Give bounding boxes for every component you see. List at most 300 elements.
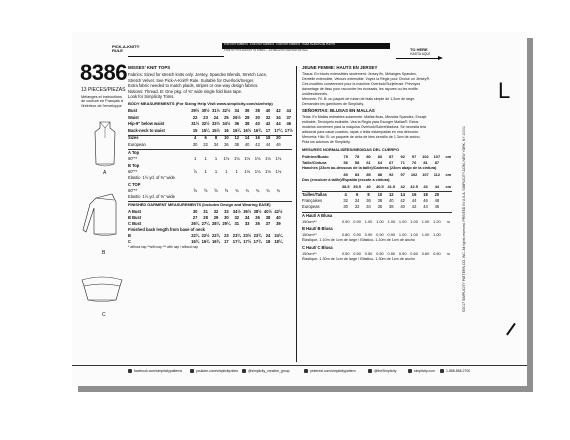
table-cell: 1⅛ — [233, 156, 240, 161]
table-text: Hanches (23cm au-dessous de la taille)/Caderas (23cm abajo de la cintura) — [302, 166, 437, 170]
table-cell: 40 — [265, 108, 271, 113]
table-cell: 46 — [276, 141, 281, 147]
table-cell: 26½ — [232, 114, 241, 120]
table-cell: 87 — [434, 160, 440, 165]
table-cell: 41.5 — [387, 184, 396, 189]
table-cell: 80 — [366, 154, 371, 159]
table-cell: 36½ — [243, 208, 252, 214]
row-label: Bust — [128, 108, 138, 113]
table-cell: 10 — [377, 192, 383, 197]
table-cell: 1⅛ — [244, 156, 251, 161]
table-cell: 29½ — [191, 108, 200, 113]
garment-c-label: C — [102, 312, 106, 318]
table-cell: 1.00 — [410, 219, 418, 224]
table-text: Élastique- 1.10m de 1cm de large / Elástico- 1.10m de 1cm de ancho — [302, 238, 415, 242]
table-cell: 16 — [224, 127, 229, 133]
table-cell: 44 — [286, 108, 292, 113]
table-cell: 83 — [354, 172, 360, 177]
table-cell: 97 — [411, 154, 417, 159]
table-cell: 80 — [343, 172, 348, 177]
telas-1: Telas: En Mallas estirables solamente: Mallas finas, Mezclas Spandex, Encaje — [302, 115, 427, 119]
table-cell: 32 — [203, 141, 208, 147]
table-cell: 1 — [214, 169, 218, 174]
table-cell: ¾ — [266, 188, 270, 193]
table-cell: cm — [445, 172, 452, 177]
table-cell: 17½ — [284, 127, 293, 133]
table-cell: 39 — [276, 220, 281, 226]
phone-number: 1-888-588-2700 — [446, 368, 471, 373]
mercerie-1: Mercerie- Fil. B: un paquet de ruban de biais simple de 1,3cm de large. — [302, 97, 416, 101]
ruler-text: FOR KNIT FABRICS · FOR KNIT FABRICS · FOR KNIT FABRICS · PARA TEJIDOS DE PUNTO — [224, 43, 335, 46]
table-cell: 29¼ — [222, 220, 231, 226]
table-cell: 16½ — [243, 127, 252, 133]
table-cell: ⅝ — [214, 188, 218, 193]
table-cell: 32 — [343, 198, 348, 203]
row-label: 150cm** — [302, 232, 317, 237]
phone-icon — [440, 369, 444, 373]
twitter-icon — [368, 369, 372, 373]
table-cell: 31 — [203, 208, 208, 214]
row-label: 150cm** — [302, 251, 317, 256]
table-cell: 102 — [410, 172, 418, 177]
table-cell: 27¼ — [201, 220, 210, 226]
table-cell: 107 — [433, 154, 441, 159]
tissus-1: Tissus: En tricots extensibles seulement: Jersey fin, Mélanges Spandex, — [302, 72, 417, 76]
table-cell: 34 — [244, 214, 250, 220]
table-cell: 20 — [434, 192, 440, 197]
table-cell: 30 — [343, 204, 348, 209]
table-cell: 8 — [214, 134, 218, 140]
table-cell: cm — [445, 184, 452, 189]
table-text: FINISHED GARMENT MEASUREMENTS (Includes Design and Wearing EASE) — [128, 202, 271, 207]
trims-text: Look for Simplicity Trims. — [128, 94, 175, 99]
garment-b-sketch — [80, 192, 124, 248]
table-cell: 44 — [276, 121, 281, 127]
table-cell: 34½ — [222, 121, 231, 127]
table-cell: 17¾ — [253, 238, 262, 244]
table-cell: 27 — [192, 214, 198, 220]
table-cell: 30½ — [201, 108, 210, 113]
table-cell: 6 — [204, 134, 207, 140]
table-cell: ⅝ — [224, 188, 229, 193]
spanish-title: SEÑORITAS: BLUSAS EN MALLAS — [302, 108, 375, 113]
to-here-label: TO HERE — [410, 47, 428, 52]
table-cell: 36 — [224, 141, 229, 147]
table-cell: 39.5 — [353, 184, 361, 189]
ruler-subtext: STRETCH THIS AMOUNT OF FABRIC — ESTIRE ESTA CANTIDAD DE TELA — [224, 49, 308, 52]
table-cell: 0.80 — [341, 232, 350, 237]
telas-3: modelos convienen para la máquina Overlock/Sobrehiladora. Se necesita tela — [302, 125, 426, 129]
pattern-envelope-back — [72, 32, 527, 386]
table-cell: 23½ — [243, 232, 252, 238]
table-cell: 33 — [244, 220, 250, 226]
table-text: C Haut/ C Blusa — [302, 245, 333, 250]
table-cell: 46 — [423, 198, 428, 203]
table-cell: 18 — [265, 238, 271, 244]
table-cell: 76 — [411, 160, 417, 165]
table-cell: 32½ — [201, 121, 210, 127]
stretch-arrow-line — [396, 58, 440, 59]
table-cell: 35 — [255, 220, 260, 226]
table-cell: 25 — [224, 114, 229, 120]
table-cell: 12 — [389, 192, 394, 197]
table-cell: 85 — [366, 172, 371, 177]
table-cell: m — [446, 219, 450, 224]
table-cell: 17¼ — [274, 127, 283, 133]
table-cell: 1 — [204, 169, 207, 174]
table-cell: 40 — [389, 198, 394, 203]
row-label: 60"** — [128, 169, 138, 174]
tissus-5: unidirectionnels. — [302, 92, 328, 96]
row-label: Taille/Cintura — [302, 160, 327, 165]
pick-a-knit-rule-line — [128, 56, 224, 57]
table-cell: 8 — [367, 192, 370, 197]
table-cell: 48 — [434, 198, 440, 203]
merceria-1: Mercería: Hilo. B: un paquete de cinta de bies sencillo de 1.3cm de ancho. — [302, 135, 421, 139]
row-label: European — [128, 141, 146, 147]
table-cell: 46 — [434, 204, 440, 209]
table-cell: 40½ — [264, 208, 272, 214]
row-label: C Bust — [128, 220, 142, 226]
row-label: Europeas — [302, 204, 320, 209]
table-cell: 16¾ — [212, 238, 220, 244]
table-cell: 28¼ — [212, 220, 220, 226]
footer-rule — [72, 365, 527, 366]
table-cell: ¾ — [276, 188, 281, 193]
table-cell: 56 — [343, 160, 348, 165]
pinterest-link[interactable]: pinterest.com/simplicitypattern — [310, 368, 356, 373]
table-cell: 0.90 — [364, 232, 373, 237]
table-cell: 16¾ — [191, 238, 200, 244]
table-cell: 23 — [224, 232, 229, 238]
table-cell: ¾ — [255, 188, 260, 193]
table-cell: 28 — [203, 214, 208, 220]
fabrics-text-2: Stretch Velvet. See Pick-A-Knit® Rule. Suitable for Overlock/Serger. — [128, 77, 255, 83]
table-cell: 0.50 — [341, 251, 350, 256]
table-cell: 31½ — [191, 121, 200, 127]
table-cell: 23 — [203, 114, 208, 120]
table-cell: 83 — [377, 154, 383, 159]
table-cell: 44 — [411, 198, 417, 203]
table-cell: 1.00 — [387, 219, 396, 224]
table-cell: 1 — [235, 169, 238, 174]
garment-b-label: B — [102, 250, 106, 256]
table-cell: 20 — [276, 134, 281, 140]
table-text: A Haut/ A Blusa — [302, 213, 333, 218]
row-label: C — [128, 238, 131, 244]
table-cell: 0.50 — [398, 251, 407, 256]
table-cell: 81 — [423, 160, 428, 165]
tissus-2: Dentelle extensible, Velours extensible. Voyez la Règle pour Choisir un Jersey®. — [302, 77, 431, 81]
table-cell: 36 — [255, 214, 260, 220]
pinterest-icon — [304, 369, 308, 373]
table-cell: 42.5 — [410, 184, 418, 189]
table-cell: 87 — [389, 154, 394, 159]
table-cell: 38 — [234, 141, 240, 147]
youtube-link[interactable]: youtube.com/simplicityvideo — [196, 368, 239, 373]
copyright-side-text: ©2017 SIMPLICITY PATTERN CO. INC. All rights reserved. PRINTED IN U.S.A. SIMPLICITY.COM, NEW YORK, NY 10001 — [462, 126, 466, 312]
table-cell: 0.90 — [353, 219, 361, 224]
table-cell: 1⅛ — [244, 169, 251, 174]
table-text: Finished back length from base of neck — [128, 226, 205, 232]
web-icon — [408, 369, 412, 373]
table-cell: 31½ — [212, 108, 220, 113]
hasta-aqui-label: HASTA AQUÍ — [410, 52, 430, 56]
table-cell: 42 — [265, 121, 271, 127]
table-cell: 40 — [276, 214, 281, 220]
table-cell: 40 — [366, 184, 371, 189]
merceria-2: Pida los adornos de Simplicity. — [302, 140, 351, 144]
garment-a-label: A — [103, 170, 107, 176]
facebook-link[interactable]: facebook.com/simplicitypatterns — [134, 368, 183, 373]
website-link[interactable]: simplicity.com — [414, 368, 435, 373]
fabrics-text-1: Fabrics: Sized for stretch knits only: Jersey, Spandex Blends, Stretch Lace, — [128, 72, 268, 77]
table-cell: 0.50 — [376, 251, 384, 256]
table-cell: 1.00 — [398, 232, 407, 237]
table-cell: ⅞ — [193, 169, 197, 174]
table-rule — [128, 149, 292, 150]
table-cell: 0.60 — [421, 251, 430, 256]
table-text: Elastic- 1½ yd. of ⅜" wide — [128, 175, 175, 180]
table-text: B Top — [128, 163, 140, 168]
table-cell: 16 — [411, 192, 417, 197]
table-cell: 1.00 — [410, 232, 418, 237]
table-cell: 38 — [377, 198, 383, 203]
table-cell: 32½ — [222, 108, 231, 113]
table-cell: 33 — [224, 208, 229, 214]
table-cell: 92 — [389, 172, 394, 177]
table-cell: 75 — [343, 154, 348, 159]
table-cell: 4 — [344, 192, 347, 197]
table-cell: 17 — [265, 127, 271, 133]
notions-text: Notions: Thread. B: One pkg. of ⅜" wide single fold bias tape. — [128, 88, 243, 94]
telas-4: adicional para casar cuadros, rayas o telas estampadas en una dirección. — [302, 130, 420, 134]
table-cell: 24 — [265, 232, 271, 238]
row-label: A Bust — [128, 208, 142, 214]
table-cell: cm — [445, 154, 452, 159]
pattern-number: 8386 — [80, 60, 127, 85]
table-text: B Haut/ B Blusa — [302, 226, 333, 231]
instagram-link[interactable]: @simplicity_creative_group — [248, 368, 290, 373]
french-title: JEUNE FEMME: HAUTS EN JERSEY — [302, 65, 378, 70]
table-cell: 67 — [389, 160, 394, 165]
table-cell: 12 — [234, 134, 240, 140]
table-cell: 46 — [286, 121, 292, 127]
table-cell: 18 — [265, 134, 271, 140]
table-cell: 15 — [192, 127, 198, 133]
table-cell: ¾ — [245, 188, 249, 193]
table-cell: 1⅛ — [265, 156, 271, 161]
table-cell: 38.5 — [341, 184, 350, 189]
row-label: Poitrine/Busto — [302, 154, 329, 159]
table-cell: 22 — [192, 114, 198, 120]
english-title: MISSES' KNIT TOPS — [128, 65, 171, 70]
table-text: C TOP — [128, 182, 141, 187]
table-cell: 40 — [400, 204, 405, 209]
table-cell: 38 — [244, 121, 250, 127]
table-cell: 0.60 — [410, 251, 418, 256]
table-cell: 4 — [194, 134, 197, 140]
table-cell: 78 — [354, 154, 360, 159]
table-cell: 10 — [224, 134, 229, 140]
table-cell: 31 — [234, 220, 240, 226]
table-cell: 97 — [400, 172, 405, 177]
table-cell: 92 — [400, 154, 405, 159]
table-cell: 37 — [265, 220, 271, 226]
table-cell: 43 — [423, 184, 428, 189]
table-cell: 42½ — [274, 208, 283, 214]
table-cell: 0.60 — [433, 251, 441, 256]
table-cell: 1 — [225, 169, 228, 174]
garment-c-sketch — [78, 272, 126, 306]
row-label: 150cm** — [302, 219, 317, 224]
table-cell: 0.50 — [353, 251, 361, 256]
table-cell: 24¼ — [274, 232, 283, 238]
table-cell: 1.00 — [398, 219, 407, 224]
tissus-4: davantage de tissu pour raccorder les écossais, les rayures ou les motifs — [302, 87, 418, 91]
table-cell: 1.00 — [421, 232, 430, 237]
table-cell: 30 — [192, 141, 198, 147]
table-cell: 1.00 — [364, 219, 373, 224]
youtube-icon — [190, 369, 194, 373]
french-instructions-note: Mélanges et instructions de couture en Français à l'intérieur de l'enveloppe — [81, 95, 124, 108]
table-cell: 17 — [224, 238, 229, 244]
table-cell: 40 — [244, 141, 250, 147]
table-cell: 29 — [213, 214, 219, 220]
table-cell: 44 — [434, 184, 440, 189]
table-cell: 61 — [366, 160, 371, 165]
twitter-link[interactable]: @theSimplicity — [374, 368, 397, 373]
table-cell: 18¼ — [274, 238, 283, 244]
row-label: Hip-9" below waist — [128, 121, 165, 127]
table-cell: 26¼ — [191, 220, 200, 226]
table-cell: 1 — [204, 156, 207, 161]
table-cell: 38 — [389, 204, 394, 209]
row-label: B Bust — [128, 214, 142, 220]
table-cell: 1⅛ — [254, 169, 261, 174]
table-cell: 0.90 — [341, 219, 350, 224]
table-cell: 1.20 — [433, 219, 441, 224]
table-cell: 24 — [213, 114, 219, 120]
table-cell: 42 — [400, 184, 405, 189]
row-label: Françaises — [302, 198, 323, 203]
size-range-mark: L — [498, 78, 511, 103]
table-cell: 32 — [265, 114, 271, 120]
table-cell: 1⅛ — [265, 169, 271, 174]
pieces-count: 13 PIECES/PIEZAS — [81, 87, 126, 93]
table-cell: 34 — [366, 204, 371, 209]
row-label: 60"** — [128, 188, 138, 193]
row-label: B — [128, 232, 131, 238]
metric-measurements-title: MESURES NORMALISÉES/MEDIDAS DEL CUERPO — [302, 147, 400, 152]
table-cell: 30 — [255, 114, 260, 120]
table-cell: 1⅛ — [254, 156, 261, 161]
table-cell: 34 — [213, 141, 219, 147]
table-cell: 42 — [400, 198, 405, 203]
table-cell: 15½ — [212, 127, 220, 133]
table-cell: ⅝ — [203, 188, 208, 193]
table-cell: 58 — [354, 160, 360, 165]
table-text: * without nap **with nap *** with nap / without nap — [128, 244, 198, 249]
table-cell: 32 — [354, 204, 360, 209]
tissus-3: Ces modèles conviennent pour la machine Overlock/Surjeteuse. Prévoyez — [302, 82, 421, 86]
row-label: Waist — [128, 114, 139, 120]
facebook-icon — [128, 369, 132, 373]
table-cell: 28 — [244, 114, 250, 120]
table-cell: 0.50 — [387, 251, 396, 256]
row-label: Tailles/Tallas — [302, 192, 327, 197]
table-cell: 16¾ — [253, 127, 262, 133]
table-cell: 36 — [234, 121, 240, 127]
table-cell: 34 — [234, 108, 240, 113]
mercerie-2: Demandez les garnitures de Simplicity. — [302, 102, 364, 106]
table-text: Elastic- 1½ yd. of ⅜" wide — [128, 194, 175, 199]
table-cell: 40.5 — [376, 184, 384, 189]
table-cell: 1.00 — [433, 232, 441, 237]
table-cell: 34½ — [232, 208, 241, 214]
table-cell: 33½ — [212, 121, 220, 127]
table-cell: 107 — [422, 172, 429, 177]
table-cell: 1⅛ — [275, 169, 282, 174]
table-cell: 14 — [244, 134, 250, 140]
table-cell: 102 — [422, 154, 429, 159]
table-cell: 42 — [411, 204, 417, 209]
row-label: 60"** — [128, 156, 138, 161]
table-cell: 71 — [400, 160, 405, 165]
column-divider — [296, 66, 297, 362]
table-text: A Top — [128, 150, 140, 155]
table-cell: 0.90 — [387, 232, 396, 237]
table-cell: 15¼ — [201, 127, 210, 133]
table-cell: 22¼ — [191, 232, 200, 238]
table-cell: 1⅛ — [223, 156, 230, 161]
table-cell: 16 — [255, 134, 260, 140]
table-cell: ⅝ — [193, 188, 197, 193]
table-cell: 1⅛ — [275, 156, 282, 161]
table-cell: 17½ — [243, 238, 252, 244]
table-cell: 22¾ — [212, 232, 220, 238]
table-text: Dos (encolure à taille)/Espalda (escote a cintura) — [302, 178, 390, 182]
table-cell: 17¼ — [232, 238, 241, 244]
table-cell: 0.90 — [353, 232, 361, 237]
table-cell: 34 — [354, 198, 360, 203]
table-cell: 38 — [265, 214, 271, 220]
table-cell: 0.50 — [364, 251, 373, 256]
table-cell: 23¾ — [253, 232, 262, 238]
table-cell: 1 — [194, 156, 197, 161]
table-cell: 44 — [423, 204, 428, 209]
table-cell: 0.90 — [376, 232, 384, 237]
table-cell: 112 — [433, 172, 441, 177]
arrow-right-icon — [438, 56, 443, 60]
row-label: Back-neck to waist — [128, 127, 165, 133]
table-cell: 64 — [377, 160, 383, 165]
table-cell: 37 — [286, 114, 292, 120]
table-cell: 38½ — [253, 208, 262, 214]
slash-mark — [506, 323, 515, 335]
fabrics-text-3: Extra fabric needed to match plaids, stripes or one-way design fabrics. — [128, 83, 259, 88]
table-cell: 1.00 — [421, 219, 430, 224]
table-cell: 36 — [244, 108, 250, 113]
table-cell: 30 — [224, 214, 229, 220]
table-cell: 42 — [276, 108, 281, 113]
row-label: Sizes — [128, 134, 139, 140]
telas-2: estirable, Terciopelo estirable. Vea la Regla para Escoger Mallas®. Estos — [302, 120, 419, 124]
table-cell: 23¼ — [232, 232, 241, 238]
table-cell: 14 — [400, 192, 405, 197]
table-cell: 6 — [355, 192, 359, 197]
table-cell: 42 — [255, 141, 260, 147]
